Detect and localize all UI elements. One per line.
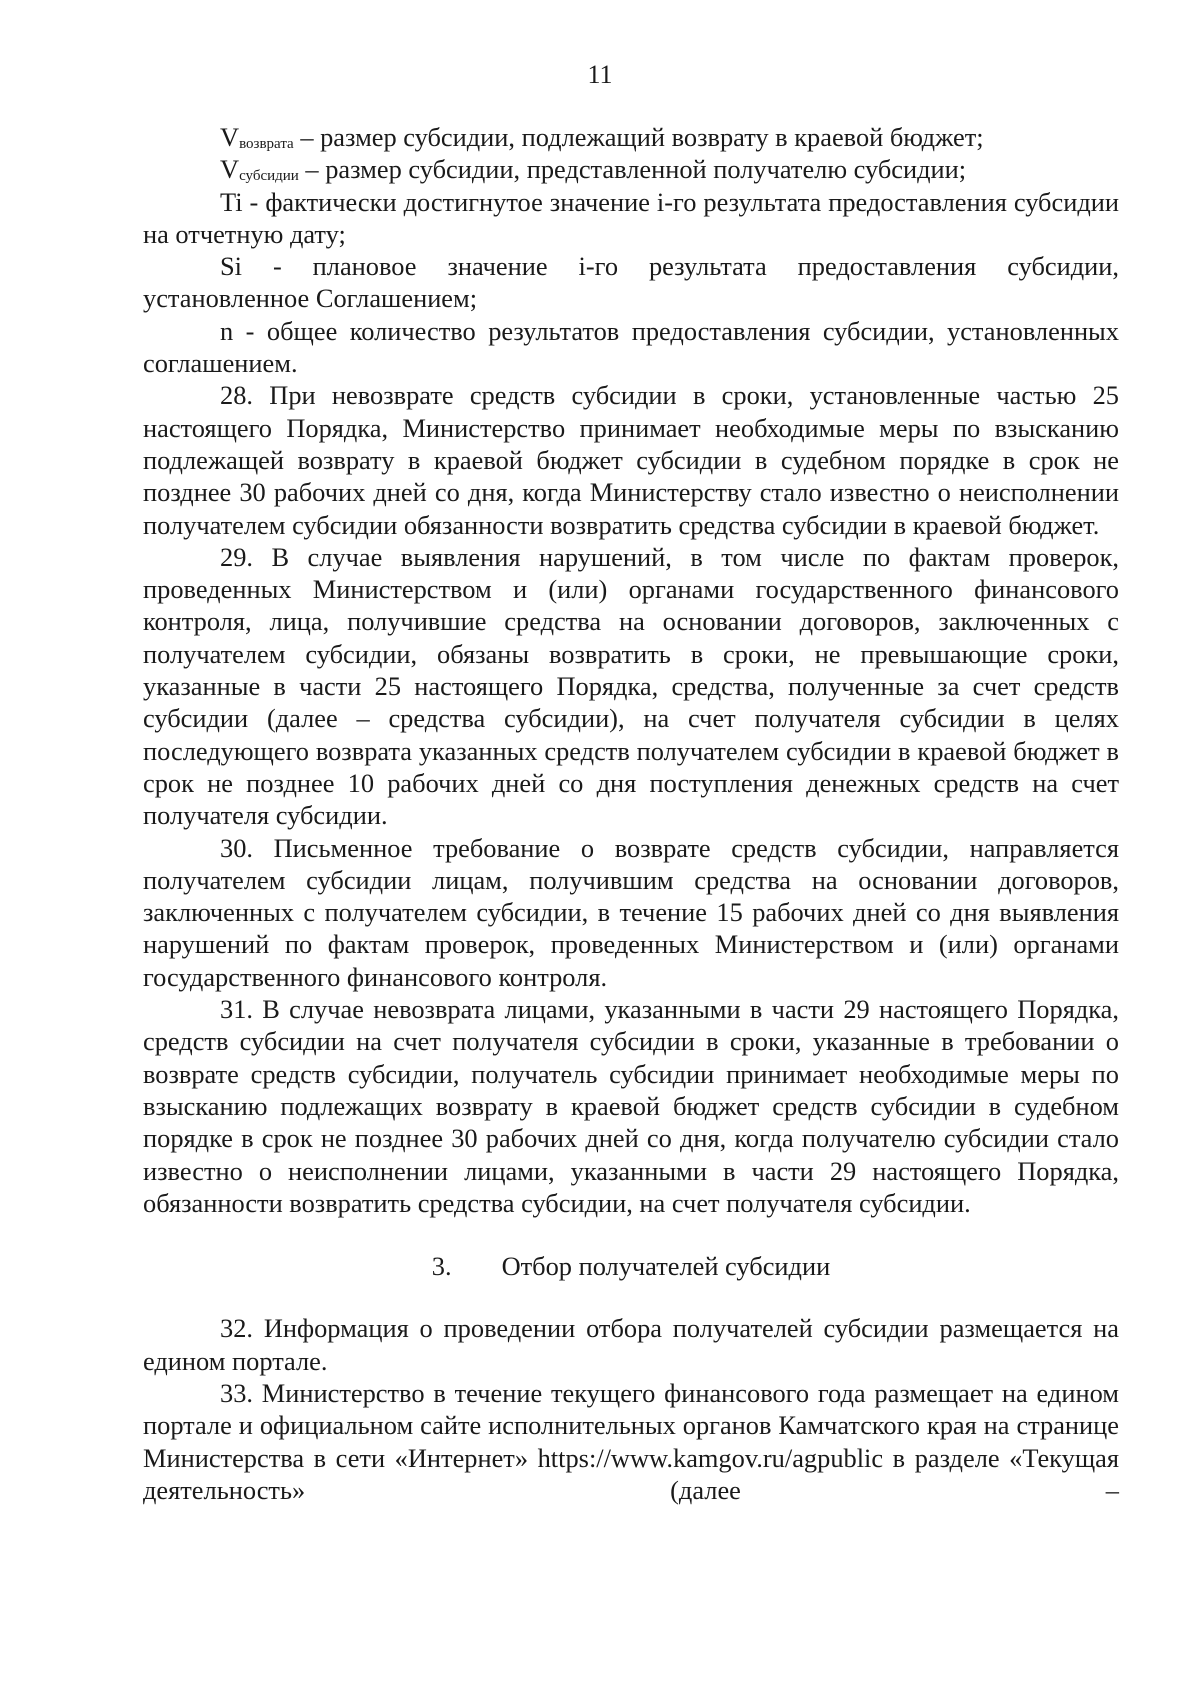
definition-text: – размер субсидии, представленной получателю субсидии;: [298, 154, 967, 185]
definition-v-subsidy: [143, 153, 1119, 185]
section-number: 3.: [431, 1251, 452, 1282]
definition-ti: Ti - фактически достигнутое значение i-го результата предоставления субсидии на отчетную дату;: [143, 186, 1119, 249]
definition-text: – размер субсидии, подлежащий возврату в краевой бюджет;: [293, 122, 984, 152]
formula-subscript: субсидии: [239, 168, 299, 185]
paragraph-28: 28. При невозврате средств субсидии в сроки, установленные частью 25 настоящего Порядка, Министерство принимает необходимые меры по взысканию подлежащей возврату в краевой бюджет субсидии в судебном порядке в срок не позднее 30 рабочих дней со дня, когда Министерству стало известно о неисполнении получателем субсидии обязанности возвратить средства субсидии в краевой бюджет.: [143, 380, 1119, 540]
document-body: [143, 121, 1119, 1506]
paragraph-29: 29. В случае выявления нарушений, в том числе по фактам проверок, проведенных Министерством и (или) органами государственного финансового контроля, лица, получившие средства на основании договоров, заключенных с получателем субсидии, обязаны возвратить в сроки, не превышающие сроки, указанные в части 25 настоящего Порядка, средства, полученные за счет средств субсидии (далее – средства субсидии), на счет получателя субсидии в целях последующего возврата указанных средств получателем субсидии в краевой бюджет в срок не позднее 10 рабочих дней со дня поступления денежных средств на счет получателя субсидии.: [143, 541, 1119, 831]
paragraph-31: 31. В случае невозврата лицами, указанными в части 29 настоящего Порядка, средств субсидии на счет получателя субсидии в сроки, указанные в требовании о возврате средств субсидии, получатель субсидии принимает необходимые меры по взысканию подлежащих возврату в краевой бюджет средств субсидии в судебном порядке в срок не позднее 30 рабочих дней со дня, когда получателю субсидии стало известно о неисполнении лицами, указанными в части 29 настоящего Порядка, обязанности возвратить средства субсидии, на счет получателя субсидии.: [143, 994, 1119, 1218]
formula-subscript: возврата: [239, 136, 294, 152]
formula-symbol: V: [220, 122, 240, 152]
definition-si: Si - плановое значение i-го результата предоставления субсидии, установленное Соглашением;: [143, 251, 1119, 314]
paragraph-33: 33. Министерство в течение текущего финансового года размещает на едином портале и официальном сайте исполнительных органов Камчатского края на странице Министерства в сети «Интернет» https://www.kamgov.ru/agpublic в разделе «Текущая деятельность» (далее –: [143, 1377, 1119, 1505]
definition-n: n - общее количество результатов предоставления субсидии, установленных соглашением.: [143, 315, 1119, 379]
definition-v-return: [143, 121, 1119, 153]
page-number: 11: [587, 60, 613, 89]
section-title: Отбор получателей субсидии: [501, 1251, 831, 1282]
paragraph-32: 32. Информация о проведении отбора получателей субсидии размещается на едином портале.: [143, 1313, 1119, 1376]
paragraph-30: 30. Письменное требование о возврате средств субсидии, направляется получателем субсидии лицам, получившим средства на основании договоров, заключенных с получателем субсидии, в течение 15 рабочих дней со дня выявления нарушений по фактам проверок, проведенных Министерством и (или) органами государственного финансового контроля.: [143, 832, 1119, 992]
formula-symbol: V: [220, 154, 240, 185]
section-heading: [143, 1250, 1119, 1282]
